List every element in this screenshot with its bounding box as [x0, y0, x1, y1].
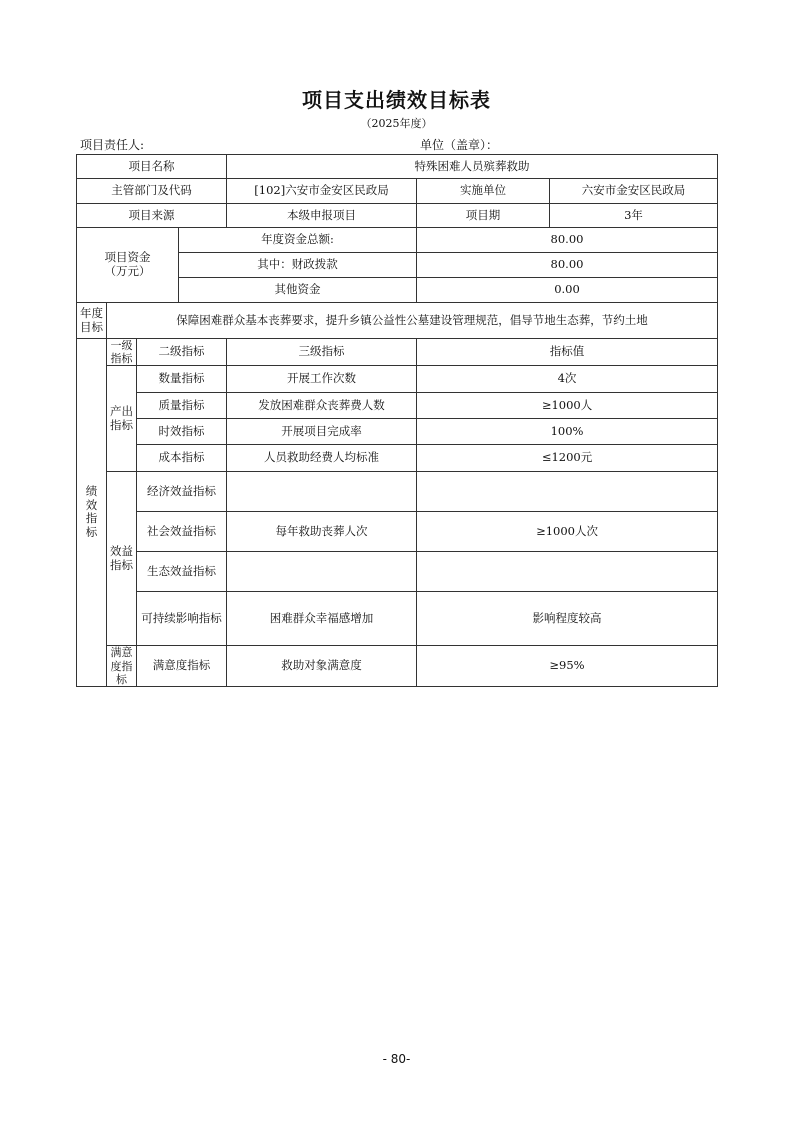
indicator-value: ≤1200元 — [417, 445, 718, 472]
annual-goal-text: 保障困难群众基本丧葬要求，提升乡镇公益性公墓建设管理规范，倡导节地生态葬，节约土地 — [107, 303, 718, 339]
project-funds-label-line2: （万元） — [104, 264, 151, 278]
indicator-value: ≥1000人次 — [417, 512, 718, 552]
table-row — [77, 393, 718, 419]
row-source — [77, 204, 718, 228]
satisfaction-label-line2: 度指 — [110, 659, 133, 673]
indicator-level2: 数量指标 — [137, 366, 227, 393]
indicator-level2: 经济效益指标 — [137, 472, 227, 512]
header-level3: 三级指标 — [227, 339, 417, 366]
implementing-unit-value: 六安市金安区民政局 — [550, 179, 718, 204]
row-funds-total — [77, 228, 718, 253]
indicator-level3 — [227, 472, 417, 512]
project-name-value: 特殊困难人员殡葬救助 — [227, 155, 718, 179]
indicator-level3: 每年救助丧葬人次 — [227, 512, 417, 552]
row-project-name — [77, 155, 718, 179]
department-label: 主管部门及代码 — [77, 179, 227, 204]
indicator-value: ≥1000人 — [417, 393, 718, 419]
row-indicator-headers — [77, 339, 718, 366]
header-level1-line2: 指标 — [110, 352, 133, 366]
annual-funds-total-value: 80.00 — [417, 228, 718, 253]
project-source-value: 本级申报项目 — [227, 204, 417, 228]
indicator-value — [417, 472, 718, 512]
performance-goal-table — [76, 154, 718, 687]
table-row — [77, 419, 718, 445]
other-funds-value: 0.00 — [417, 278, 718, 303]
benefit-indicators-label — [107, 472, 137, 646]
indicator-level3: 开展工作次数 — [227, 366, 417, 393]
table-row — [77, 552, 718, 592]
performance-label-char-2: 效 — [85, 497, 98, 512]
project-funds-label-line1: 项目资金 — [104, 250, 151, 265]
indicator-value: ≥95% — [417, 646, 718, 687]
project-funds-label — [77, 228, 179, 303]
header-level2: 二级指标 — [137, 339, 227, 366]
project-name-label: 项目名称 — [77, 155, 227, 179]
indicator-value: 4次 — [417, 366, 718, 393]
satisfaction-label-line3: 标 — [116, 672, 127, 686]
table-row — [77, 366, 718, 393]
department-value: [102]六安市金安区民政局 — [227, 179, 417, 204]
row-department — [77, 179, 718, 204]
indicator-level3: 发放困难群众丧葬费人数 — [227, 393, 417, 419]
indicator-value: 影响程度较高 — [417, 592, 718, 646]
table-row — [77, 445, 718, 472]
annual-goal-label — [77, 303, 107, 339]
other-funds-label: 其他资金 — [179, 278, 417, 303]
annual-goal-label-line1: 年度 — [80, 305, 103, 320]
table-row — [77, 592, 718, 646]
indicator-value — [417, 552, 718, 592]
row-annual-goal — [77, 303, 718, 339]
performance-label-char-4: 标 — [85, 525, 98, 540]
indicator-level2: 生态效益指标 — [137, 552, 227, 592]
fiscal-allocation-label: 其中：财政拨款 — [179, 253, 417, 278]
page-number: - 80- — [382, 1052, 411, 1066]
satisfaction-label-line1: 满意 — [110, 646, 133, 660]
annual-goal-label-line2: 目标 — [80, 319, 103, 334]
table-row — [77, 646, 718, 687]
output-label-line1: 产出 — [110, 404, 133, 419]
performance-label-char-3: 指 — [85, 511, 98, 526]
fiscal-year: （2025年度） — [360, 117, 433, 130]
output-label-line2: 指标 — [110, 417, 133, 432]
indicator-level3: 人员救助经费人均标准 — [227, 445, 417, 472]
indicator-level2: 质量指标 — [137, 393, 227, 419]
page-title: 项目支出绩效目标表 — [302, 88, 491, 112]
table-row — [77, 512, 718, 552]
indicator-level3: 开展项目完成率 — [227, 419, 417, 445]
benefit-label-line2: 指标 — [110, 557, 133, 572]
table-row — [77, 472, 718, 512]
indicator-level2: 社会效益指标 — [137, 512, 227, 552]
header-level1-line1: 一级 — [110, 339, 133, 352]
indicator-level3: 困难群众幸福感增加 — [227, 592, 417, 646]
indicator-level2: 可持续影响指标 — [137, 592, 227, 646]
annual-funds-total-label: 年度资金总额: — [179, 228, 417, 253]
project-period-value: 3年 — [550, 204, 718, 228]
header-level1 — [107, 339, 137, 366]
project-period-label: 项目期 — [417, 204, 550, 228]
implementing-unit-label: 实施单位 — [417, 179, 550, 204]
indicator-level2: 时效指标 — [137, 419, 227, 445]
indicator-level3 — [227, 552, 417, 592]
indicator-level2: 满意度指标 — [137, 646, 227, 687]
header-value: 指标值 — [417, 339, 718, 366]
benefit-label-line1: 效益 — [110, 544, 133, 559]
indicator-value: 100% — [417, 419, 718, 445]
responsible-person-label: 项目责任人: — [80, 138, 145, 152]
fiscal-allocation-value: 80.00 — [417, 253, 718, 278]
unit-seal-label: 单位（盖章）： — [420, 138, 499, 152]
performance-indicators-label — [77, 339, 107, 687]
project-source-label: 项目来源 — [77, 204, 227, 228]
indicator-level2: 成本指标 — [137, 445, 227, 472]
indicator-level3: 救助对象满意度 — [227, 646, 417, 687]
performance-label-char-1: 绩 — [85, 483, 98, 498]
output-indicators-label — [107, 366, 137, 472]
satisfaction-indicators-label — [107, 646, 137, 687]
